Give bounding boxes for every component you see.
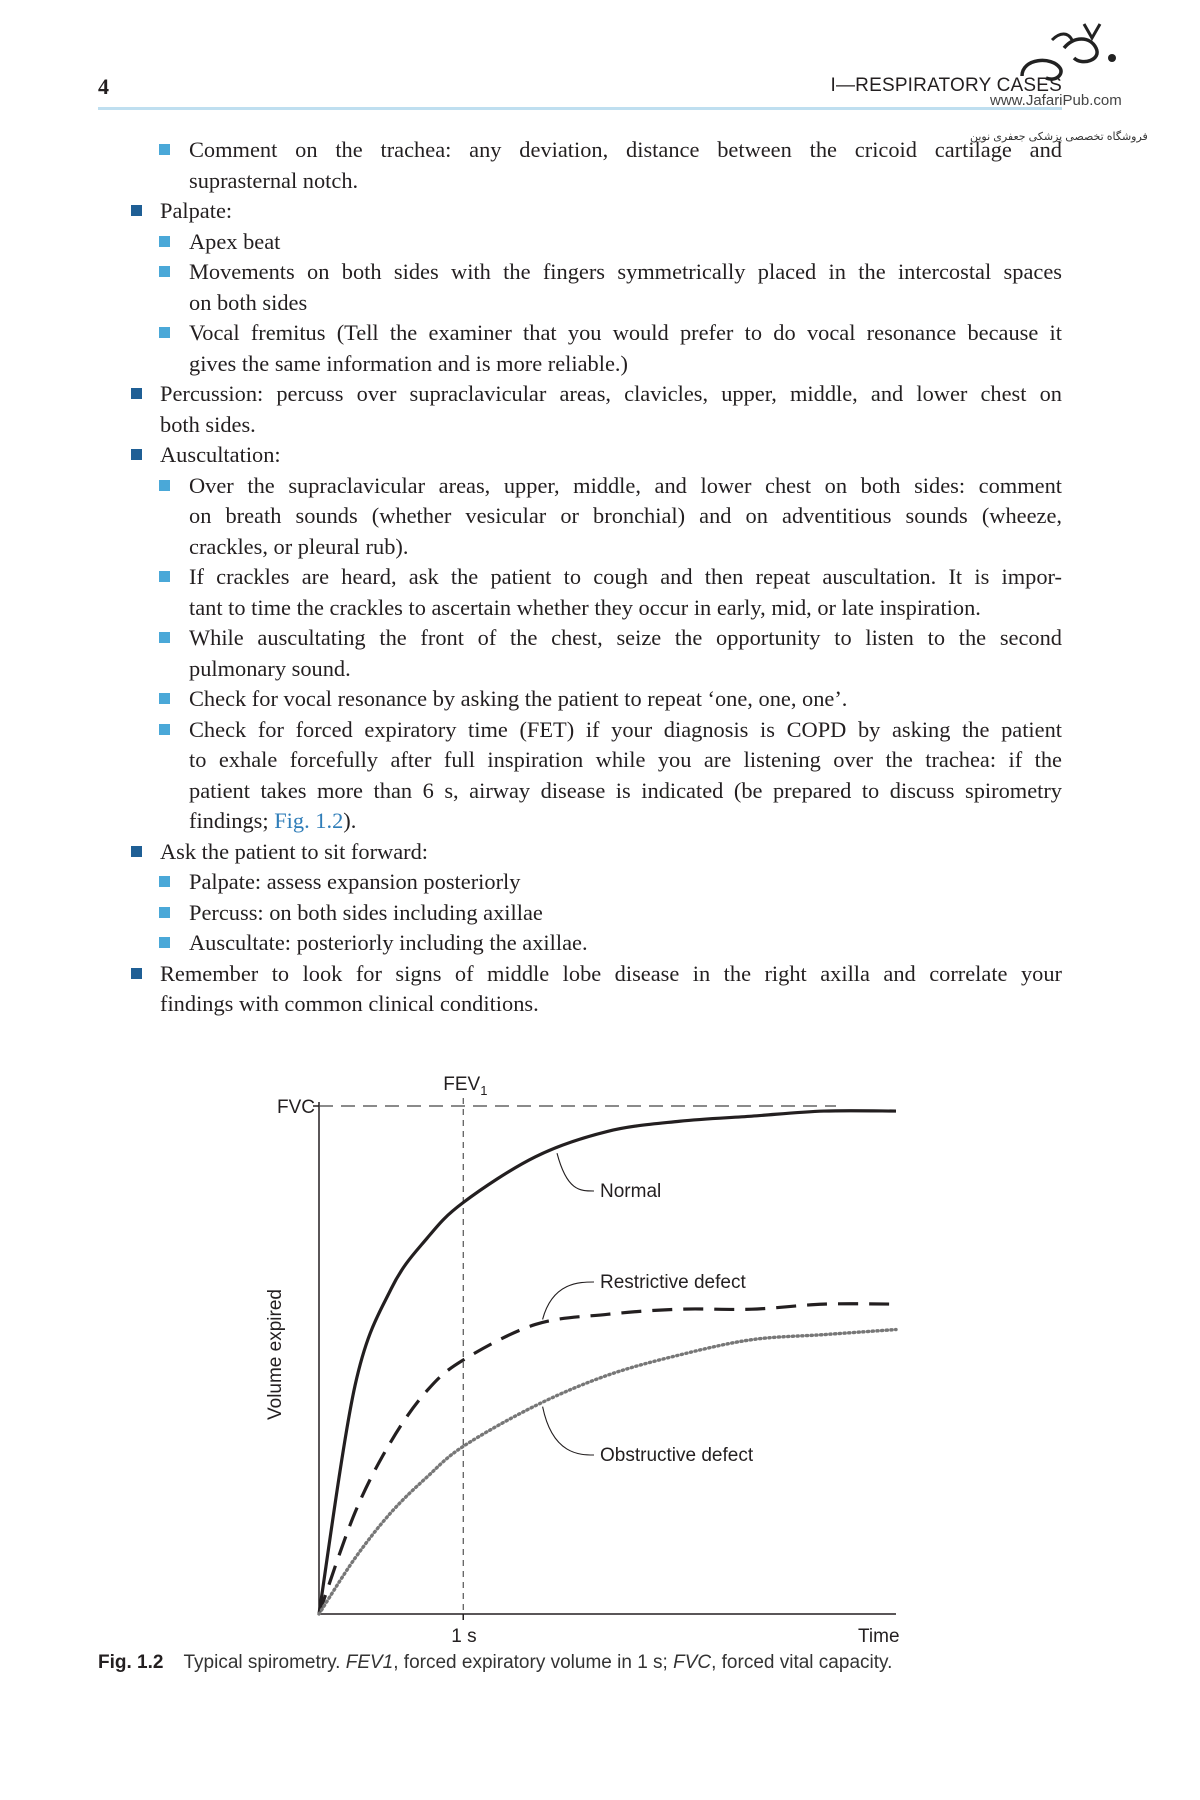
bullet-text-line: Auscultation: bbox=[160, 442, 281, 467]
bullet-square-icon bbox=[159, 937, 170, 948]
page-number: 4 bbox=[98, 74, 109, 99]
bullet-square-icon bbox=[159, 236, 170, 247]
bullet-item bbox=[160, 837, 1062, 868]
bullet-text-line: Apex beat bbox=[189, 228, 281, 254]
sub-bullet-item bbox=[189, 928, 1062, 959]
watermark bbox=[970, 18, 1150, 143]
y-axis-label: Volume expired bbox=[265, 1289, 286, 1420]
series-line-restrictive bbox=[319, 1304, 896, 1614]
bullet-square-icon bbox=[131, 388, 142, 399]
bullet-text-line: Palpate: assess expansion posteriorly bbox=[189, 869, 521, 894]
bullet-item bbox=[160, 196, 1062, 227]
caption-part-abbrev: FVC bbox=[673, 1652, 712, 1673]
bullet-text-line: both sides. bbox=[160, 411, 256, 437]
y-tick-label: FVC bbox=[277, 1097, 315, 1118]
bullet-item bbox=[160, 440, 1062, 471]
bullet-text-line: Movements on both sides with the fingers symmetrically placed in the intercostal spaces bbox=[189, 259, 1062, 284]
annotation-obstructive: Obstructive defect bbox=[600, 1445, 754, 1466]
figure-caption bbox=[98, 1652, 892, 1674]
bullet-text-line: Ask the patient to sit forward: bbox=[160, 838, 429, 864]
bullet-text-line: findings with common clinical conditions. bbox=[160, 991, 539, 1016]
bullet-text-line: Percuss: on both sides including axillae bbox=[189, 899, 543, 925]
sub-bullet-item bbox=[189, 227, 1062, 258]
sub-bullet-item bbox=[189, 867, 1062, 898]
bullet-square-icon bbox=[159, 907, 170, 918]
x-axis-label: Time bbox=[858, 1626, 900, 1647]
bullet-square-icon bbox=[159, 144, 170, 155]
sub-bullet-item bbox=[189, 135, 1062, 196]
bullet-square-icon bbox=[159, 632, 170, 643]
fev1-label: $FEV_1$ bbox=[443, 1074, 488, 1098]
caption-part: , forced vital capacity. bbox=[711, 1652, 893, 1673]
bullet-square-icon bbox=[131, 205, 142, 216]
caption-part-abbrev: FEV1 bbox=[345, 1652, 394, 1673]
bullet-square-icon bbox=[159, 327, 170, 338]
bullet-square-icon bbox=[159, 480, 170, 491]
annotation-restrictive: Restrictive defect bbox=[600, 1272, 746, 1293]
sub-bullet-item bbox=[189, 471, 1062, 563]
bullet-square-icon bbox=[131, 968, 142, 979]
bullet-text-line: Check for vocal resonance by asking the patient to repeat ‘one, one, one’. bbox=[189, 686, 848, 711]
figure-link[interactable]: Fig. 1.2 bbox=[274, 808, 344, 833]
bullet-square-icon bbox=[159, 693, 170, 704]
bullet-text-line: on breath sounds (whether vesicular or bronchial) and on adventitious sounds (wheeze, bbox=[189, 503, 1062, 528]
bullet-text-line: Palpate: bbox=[160, 198, 233, 223]
sub-bullet-item bbox=[189, 898, 1062, 929]
bullet-text-line: Check for forced expiratory time (FET) if your diagnosis is COPD by asking the patient bbox=[189, 716, 1062, 742]
series-line-normal bbox=[319, 1111, 896, 1614]
annotation-leader-line bbox=[557, 1153, 594, 1191]
running-head: I—RESPIRATORY CASES bbox=[830, 75, 1062, 96]
bullet-square-icon bbox=[159, 571, 170, 582]
jafari-logo-icon bbox=[1012, 18, 1132, 90]
bullet-text-line: on both sides bbox=[189, 289, 308, 315]
bullet-item bbox=[160, 379, 1062, 440]
sub-bullet-item bbox=[189, 623, 1062, 684]
watermark-url: www.JafariPub.com bbox=[990, 92, 1122, 109]
bullet-text-line: pulmonary sound. bbox=[189, 655, 351, 681]
bullet-square-icon bbox=[159, 724, 170, 735]
bullet-square-icon bbox=[131, 846, 142, 857]
caption-part: Typical spirometry. bbox=[183, 1652, 346, 1673]
sub-bullet-item bbox=[189, 318, 1062, 379]
fev1-label-subscript: 1 bbox=[480, 1083, 488, 1098]
bullet-text-line: gives the same information and is more reliable.) bbox=[189, 350, 628, 376]
bullet-text-line: Auscultate: posteriorly including the axillae. bbox=[189, 930, 588, 955]
sub-bullet-item bbox=[189, 715, 1062, 837]
sub-bullet-item bbox=[189, 562, 1062, 623]
caption-text bbox=[183, 1652, 892, 1673]
bullet-square-icon bbox=[159, 266, 170, 277]
annotation-leader-line bbox=[543, 1282, 594, 1319]
bullet-square-icon bbox=[131, 449, 142, 460]
bullet-text-line: suprasternal notch. bbox=[189, 167, 359, 193]
caption-part: , forced expiratory volume in 1 s; bbox=[393, 1652, 674, 1673]
annotation-leader-line bbox=[543, 1407, 594, 1455]
annotation-normal: Normal bbox=[600, 1181, 662, 1202]
bullet-text-line: to exhale forcefully after full inspiration while you are listening over the trachea: if the bbox=[189, 747, 1062, 772]
bullet-text-line: Remember to look for signs of middle lobe disease in the right axilla and correlate your bbox=[160, 960, 1062, 986]
x-tick-label: 1 s bbox=[451, 1626, 477, 1647]
bullet-text-line: patient takes more than 6 s, airway disease is indicated (be prepared to discuss spirometry bbox=[189, 777, 1062, 803]
bullet-item bbox=[160, 959, 1062, 1020]
bullet-square-icon bbox=[159, 876, 170, 887]
series-line-obstructive bbox=[319, 1330, 896, 1614]
bullet-text-line: crackles, or pleural rub). bbox=[189, 533, 409, 559]
bullet-text-line: tant to time the crackles to ascertain whether they occur in early, mid, or late inspiration. bbox=[189, 594, 981, 620]
bullet-text-line: Comment on the trachea: any deviation, distance between the cricoid cartilage and bbox=[189, 137, 1062, 162]
sub-bullet-item bbox=[189, 684, 1062, 715]
bullet-text-line: findings; Fig. 1.2). bbox=[189, 808, 357, 833]
watermark-tagline: فروشگاه تخصصی پزشکی جعفری نوین bbox=[970, 131, 1148, 143]
header-rule bbox=[98, 107, 1062, 110]
bullet-text-line: While auscultating the front of the chest, seize the opportunity to listen to the second bbox=[189, 625, 1062, 650]
caption-label: Fig. 1.2 bbox=[98, 1652, 164, 1673]
bullet-text-line: If crackles are heard, ask the patient to cough and then repeat auscultation. It is impor- bbox=[189, 564, 1062, 589]
sub-bullet-item bbox=[189, 257, 1062, 318]
bullet-text-line: Percussion: percuss over supraclavicular areas, clavicles, upper, middle, and lower chest on bbox=[160, 381, 1062, 406]
bullet-text-line: Vocal fremitus (Tell the examiner that you would prefer to do vocal resonance because it bbox=[189, 320, 1062, 345]
bullet-text-line: Over the supraclavicular areas, upper, middle, and lower chest on both sides: comment bbox=[189, 472, 1062, 498]
